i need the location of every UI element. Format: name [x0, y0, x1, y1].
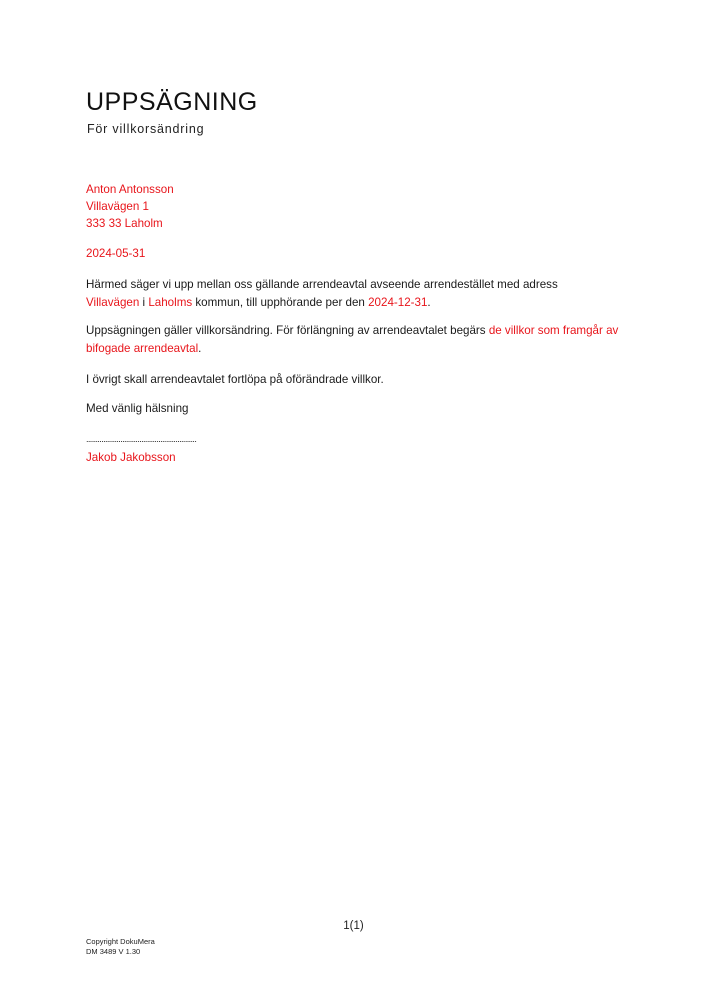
paragraph-text: i	[139, 296, 149, 309]
sender-street: Villavägen 1	[86, 200, 149, 213]
sender-address-block	[86, 181, 174, 232]
paragraph-termination	[86, 276, 626, 312]
end-date: 2024-12-31	[368, 296, 428, 309]
footer	[86, 937, 155, 957]
paragraph-conditions	[86, 322, 626, 358]
sender-postal: 333 33 Laholm	[86, 217, 163, 230]
paragraph-text: .	[198, 342, 202, 355]
requested-terms: de villkor som framgår av bifogade arrendeavtal	[86, 324, 619, 355]
paragraph-text: Härmed säger vi upp mellan oss gällande arrendeavtal avseende arrendestället med adress	[86, 278, 558, 291]
signer-name: Jakob Jakobsson	[86, 451, 176, 464]
property-address: Villavägen	[86, 296, 140, 309]
paragraph-continuation: I övrigt skall arrendeavtalet fortlöpa på oförändrade villkor.	[86, 373, 384, 386]
municipality-name: Laholms	[148, 296, 193, 309]
footer-version: DM 3489 V 1.30	[86, 947, 141, 956]
page-number: 1(1)	[343, 920, 364, 932]
paragraph-text: Uppsägningen gäller villkorsändring. För förlängning av arrendeavtalet begärs	[86, 324, 489, 337]
page-subtitle: För villkorsändring	[87, 122, 205, 136]
page-title: UPPSÄGNING	[86, 88, 258, 116]
letter-date: 2024-05-31	[86, 247, 146, 260]
closing-greeting: Med vänlig hälsning	[86, 402, 189, 415]
signature-line: ..........................................................	[86, 434, 197, 444]
footer-copyright: Copyright DokuMera	[86, 937, 155, 946]
paragraph-text: .	[427, 296, 431, 309]
sender-name: Anton Antonsson	[86, 183, 174, 196]
paragraph-text: kommun, till upphörande per den	[192, 296, 369, 309]
